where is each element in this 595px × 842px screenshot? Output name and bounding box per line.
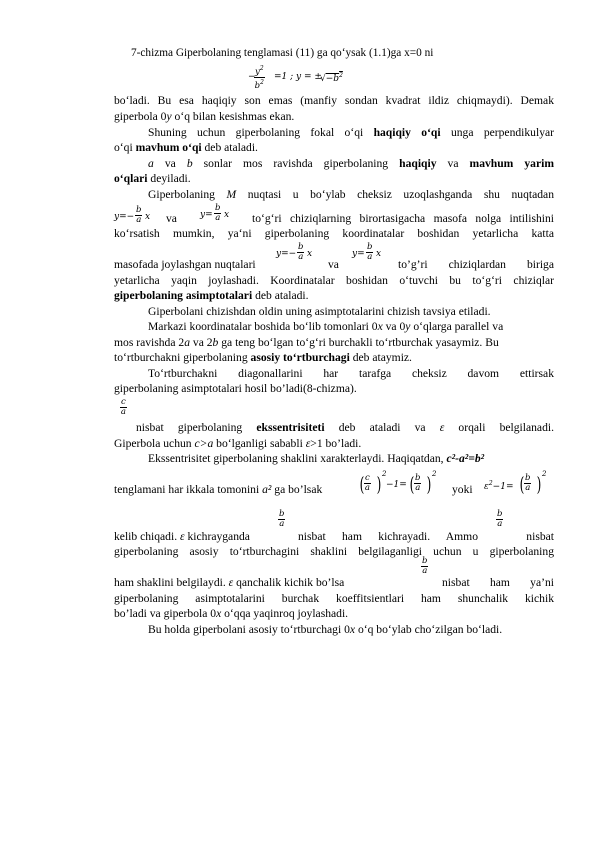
paragraph-9-line-4: giperbolaning asosiy to‘rtburchagini shaklini belgilaganligi uchun u giperbolaning — [114, 545, 554, 558]
equation-eccentricity-2: $\varepsilon^2-1=$ ( $\frac{b}{a}$ ) 2 — [484, 470, 547, 496]
paragraph-4-line-6: giperbolaning asimptotalari deb ataladi. — [114, 289, 309, 302]
asymptote-formula-2: y= $\frac{b}{a}$ x — [200, 203, 230, 223]
paragraph-9-line-1: Ekssentrisitet giperbolaning shaklini xarakterlaydi. Haqiqatdan, c²-a²=b² — [148, 452, 485, 465]
paragraph-9-line-3c: nisbat — [526, 530, 554, 543]
paragraph-4-line-1: Giperbolaning M nuqtasi u bo‘ylab cheksiz uzoqlashganda shu nuqtadan — [148, 188, 554, 201]
paragraph-7-line-1: To‘rtburchakni diagonallarini har tarafga cheksiz davom ettirsak — [148, 367, 554, 380]
fraction-b-over-a-3: $\frac{b}{a}$ — [422, 556, 428, 576]
paragraph-7-line-2: giperbolaning asimptotalari hosil bo’ladi(8-chizma). — [114, 382, 357, 395]
fraction-b-over-a-1: $\frac{b}{a}$ — [279, 509, 285, 529]
paragraph-6-line-2: mos ravishda 2a va 2b ga teng bo‘lgan to‘g‘ri burchakli to‘rtburchak yasaymiz. Bu — [114, 336, 499, 349]
va-label-2: va — [328, 258, 339, 271]
paragraph-4-line-4b: to’g’ri chiziqlardan biriga — [398, 258, 554, 271]
paragraph-4-line-5: yetarlicha yaqin joylashadi. Koordinatalar boshidan o‘tuvchi bu to‘g‘ri chiziqlar — [114, 274, 554, 287]
paragraph-8-line-2: Giperbola uchun c>a bo‘lganligi sababli ε>1 bo’ladi. — [114, 437, 362, 450]
paragraph-9-line-5a: ham shaklini belgilaydi. ε qanchalik kichik bo’lsa — [114, 576, 345, 589]
paragraph-5: Giperbolani chizishdan oldin uning asimptotalarini chizish tavsiya etiladi. — [148, 305, 491, 318]
figure-caption: 7-chizma Giperbolaning tenglamasi (11) ga qo‘ysak (1.1)ga x=0 ni — [131, 47, 434, 59]
paragraph-8-line-1: nisbat giperbolaning ekssentrisiteti deb ataladi va ε orqali belgilanadi. — [136, 421, 554, 434]
paragraph-9-line-6: giperbolaning asimptotalarini burchak koeffitsientlari ham shunchalik kichik — [114, 592, 554, 605]
paragraph-9-line-5b: nisbat ham ya’ni — [442, 576, 554, 589]
asymptote-formula-4: y= $\frac{b}{a}$ x — [352, 242, 382, 262]
formula-main: − $\frac{y^2}{b^2}$ =1 ; y = ± $√-b^2$ — [248, 65, 343, 91]
paragraph-9-line-7: bo’ladi va giperbola 0x o‘qqa yaqinroq joylashadi. — [114, 607, 349, 620]
paragraph-9-line-3b: nisbat ham kichrayadi. Ammo — [298, 530, 478, 543]
equation-eccentricity-1: ( $\frac{c}{a}$ ) 2 −1= ( $\frac{b}{a}$ ) 2 — [359, 470, 437, 496]
paragraph-3-line-2: o‘qlari deyiladi. — [114, 172, 191, 185]
paragraph-6-line-1: Markazi koordinatalar boshida bo‘lib tomonlari 0x va 0y o‘qlarga parallel va — [148, 320, 504, 333]
yoki-label: yoki — [452, 483, 473, 496]
paragraph-1-line-2: giperbola 0y o‘q bilan kesishmas ekan. — [114, 110, 295, 123]
paragraph-6-line-3: to‘rtburchakni giperbolaning asosiy to‘rtburchagi deb ataymiz. — [114, 351, 412, 364]
paragraph-9-line-3a: kelib chiqadi. ε kichrayganda — [114, 530, 250, 543]
paragraph-3-line-1: a va b sonlar mos ravishda giperbolaning haqiqiy va mavhum yarim — [148, 157, 554, 170]
va-label-1: va — [166, 212, 177, 225]
paragraph-2-line-1: Shuning uchun giperbolaning fokal o‘qi haqiqiy o‘qi unga perpendikulyar — [148, 126, 554, 139]
fraction-c-over-a: $\frac{c}{a}$ — [120, 397, 126, 417]
asymptote-formula-3: y=− $\frac{b}{a}$ x — [276, 242, 313, 262]
paragraph-4-line-3: ko‘rsatish mumkin, ya‘ni giperbolaning koordinatalar boshidan yetarlicha katta — [114, 227, 554, 240]
paragraph-2-line-2: o‘qi mavhum o‘qi deb ataladi. — [114, 141, 258, 154]
paragraph-10: Bu holda giperbolani asosiy to‘rtburchagi 0x o‘q bo‘ylab cho‘zilgan bo‘ladi. — [148, 623, 503, 636]
paragraph-1-line-1: bo‘ladi. Bu esa haqiqiy son emas (manfiy sondan kvadrat ildiz chiqmaydi). Demak — [114, 94, 554, 107]
fraction-b-over-a-2: $\frac{b}{a}$ — [497, 509, 503, 529]
asymptote-formula-1: y=− $\frac{b}{a}$ x — [114, 205, 151, 225]
paragraph-4-line-4a: masofada joylashgan nuqtalari — [114, 258, 256, 271]
paragraph-4-line-2: to‘g‘ri chiziqlarning birortasigacha masofa nolga intilishini — [252, 212, 554, 225]
paragraph-9-line-2: tenglamani har ikkala tomonini a² ga bo’lsak — [114, 483, 323, 496]
